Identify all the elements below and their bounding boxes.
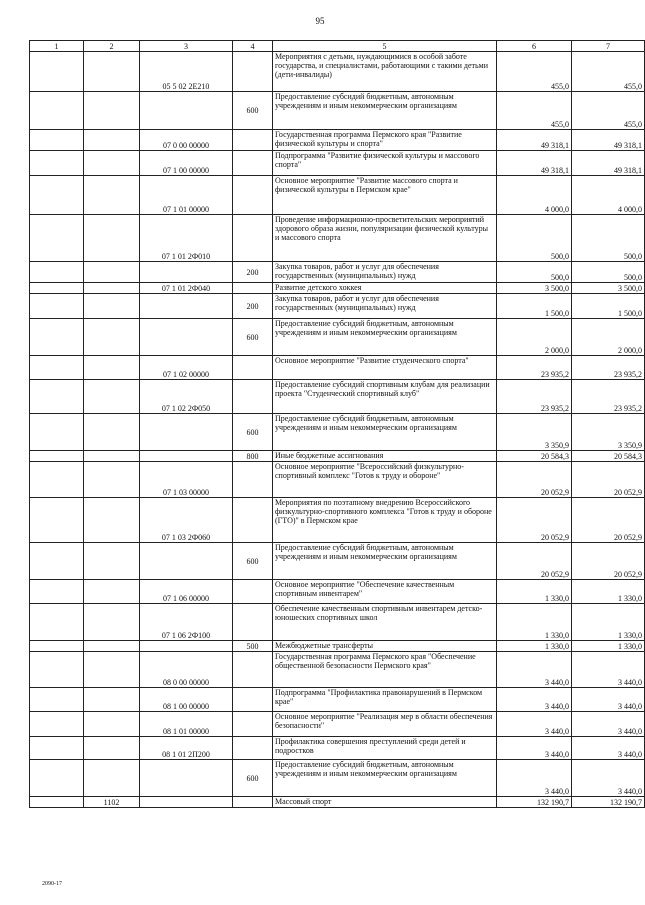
table-cell-c3: 07 1 03 2Ф060 xyxy=(140,498,233,543)
table-cell-c3: 07 1 02 2Ф050 xyxy=(140,380,233,414)
table-cell-c4 xyxy=(233,712,273,737)
table-cell-c7: 3 500,0 xyxy=(572,283,645,294)
table-cell-c5: Развитие детского хоккея xyxy=(273,283,497,294)
table-cell-c1 xyxy=(30,380,84,414)
table-cell-c4 xyxy=(233,176,273,215)
table-cell-c4: 600 xyxy=(233,760,273,797)
table-cell-c5: Мероприятия с детьми, нуждающимися в особой заботе государства, и специалистами, работающими с такими детьми (дети-инвалиды) xyxy=(273,52,497,92)
table-cell-c7: 49 318,1 xyxy=(572,151,645,176)
table-cell-c6: 23 935,2 xyxy=(497,356,572,380)
header-cell: 5 xyxy=(273,41,497,52)
table-cell-c4 xyxy=(233,130,273,151)
table-cell-c6: 2 000,0 xyxy=(497,319,572,356)
table-cell-c7: 4 000,0 xyxy=(572,176,645,215)
table-cell-c3: 07 1 03 00000 xyxy=(140,462,233,498)
table-cell-c4 xyxy=(233,215,273,262)
table-cell-c4: 500 xyxy=(233,641,273,652)
table-cell-c1 xyxy=(30,262,84,283)
table-cell-c1 xyxy=(30,760,84,797)
table-cell-c6: 3 500,0 xyxy=(497,283,572,294)
table-cell-c2: 1102 xyxy=(84,797,140,808)
table-cell-c2 xyxy=(84,380,140,414)
table-cell-c6: 3 440,0 xyxy=(497,737,572,760)
table-cell-c7: 455,0 xyxy=(572,52,645,92)
table-cell-c7: 3 440,0 xyxy=(572,688,645,712)
table-cell-c1 xyxy=(30,176,84,215)
table-cell-c5: Государственная программа Пермского края "Развитие физической культуры и спорта" xyxy=(273,130,497,151)
table-cell-c7: 20 052,9 xyxy=(572,543,645,580)
table-cell-c6: 49 318,1 xyxy=(497,151,572,176)
table-cell-c2 xyxy=(84,498,140,543)
table-cell-c4: 800 xyxy=(233,451,273,462)
table-cell-c7: 1 330,0 xyxy=(572,641,645,652)
table-row xyxy=(30,283,645,294)
table-cell-c6: 455,0 xyxy=(497,52,572,92)
table-row xyxy=(30,797,645,808)
table-cell-c5: Основное мероприятие "Обеспечение качественным спортивным инвентарем" xyxy=(273,580,497,604)
table-cell-c1 xyxy=(30,319,84,356)
table-cell-c7: 49 318,1 xyxy=(572,130,645,151)
table-cell-c2 xyxy=(84,294,140,319)
table-cell-c5: Основное мероприятие "Реализация мер в области обеспечения безопасности" xyxy=(273,712,497,737)
table-cell-c4 xyxy=(233,580,273,604)
table-cell-c6: 1 330,0 xyxy=(497,641,572,652)
table-cell-c5: Мероприятия по поэтапному внедрению Всероссийского физкультурно-спортивного комплекса "Готов к труду и обороне (ГТО)" в Пермском крае xyxy=(273,498,497,543)
table-cell-c4: 600 xyxy=(233,92,273,130)
table-cell-c6: 1 330,0 xyxy=(497,580,572,604)
table-cell-c3: 08 1 01 00000 xyxy=(140,712,233,737)
table-cell-c1 xyxy=(30,294,84,319)
table-cell-c2 xyxy=(84,130,140,151)
table-cell-c5: Обеспечение качественным спортивным инвентарем детско-юношеских спортивных школ xyxy=(273,604,497,641)
table-cell-c7: 3 440,0 xyxy=(572,760,645,797)
table-cell-c2 xyxy=(84,604,140,641)
table-row xyxy=(30,652,645,688)
table-cell-c5: Предоставление субсидий бюджетным, автономным учреждениям и иным некоммерческим организациям xyxy=(273,760,497,797)
table-row xyxy=(30,604,645,641)
table-cell-c2 xyxy=(84,462,140,498)
table-cell-c4 xyxy=(233,356,273,380)
table-row xyxy=(30,580,645,604)
table-cell-c7: 500,0 xyxy=(572,215,645,262)
table-cell-c5: Подпрограмма "Развитие физической культуры и массового спорта" xyxy=(273,151,497,176)
table-cell-c5: Основное мероприятие "Всероссийский физкультурно-спортивный комплекс "Готов к труду и обороне" xyxy=(273,462,497,498)
table-cell-c4: 200 xyxy=(233,294,273,319)
table-cell-c4 xyxy=(233,52,273,92)
table-cell-c1 xyxy=(30,652,84,688)
table-cell-c1 xyxy=(30,580,84,604)
table-cell-c6: 49 318,1 xyxy=(497,130,572,151)
table-row xyxy=(30,688,645,712)
table-cell-c1 xyxy=(30,604,84,641)
page-number: 95 xyxy=(315,16,325,26)
table-cell-c5: Основное мероприятие "Развитие массового спорта и физической культуры в Пермском крае" xyxy=(273,176,497,215)
header-cell: 7 xyxy=(572,41,645,52)
table-row xyxy=(30,319,645,356)
header-cell: 6 xyxy=(497,41,572,52)
table-cell-c6: 455,0 xyxy=(497,92,572,130)
table-cell-c2 xyxy=(84,319,140,356)
table-cell-c7: 132 190,7 xyxy=(572,797,645,808)
table-cell-c4 xyxy=(233,688,273,712)
table-cell-c2 xyxy=(84,414,140,451)
table-cell-c6: 4 000,0 xyxy=(497,176,572,215)
table-cell-c2 xyxy=(84,451,140,462)
table-cell-c5: Массовый спорт xyxy=(273,797,497,808)
table-cell-c3 xyxy=(140,760,233,797)
table-cell-c4 xyxy=(233,283,273,294)
table-row xyxy=(30,151,645,176)
table-cell-c1 xyxy=(30,543,84,580)
table-cell-c3: 07 1 00 00000 xyxy=(140,151,233,176)
table-cell-c1 xyxy=(30,688,84,712)
table-cell-c6: 20 052,9 xyxy=(497,543,572,580)
table-cell-c5: Иные бюджетные ассигнования xyxy=(273,451,497,462)
table-cell-c5: Предоставление субсидий бюджетным, автономным учреждениям и иным некоммерческим организациям xyxy=(273,92,497,130)
table-cell-c3 xyxy=(140,319,233,356)
table-cell-c7: 1 330,0 xyxy=(572,580,645,604)
table-cell-c7: 20 584,3 xyxy=(572,451,645,462)
table-cell-c3: 08 0 00 00000 xyxy=(140,652,233,688)
header-cell: 4 xyxy=(233,41,273,52)
table-row xyxy=(30,356,645,380)
table-cell-c5: Межбюджетные трансферты xyxy=(273,641,497,652)
table-cell-c7: 2 000,0 xyxy=(572,319,645,356)
table-cell-c3: 07 0 00 00000 xyxy=(140,130,233,151)
table-cell-c6: 3 350,9 xyxy=(497,414,572,451)
header-cell: 3 xyxy=(140,41,233,52)
table-cell-c3 xyxy=(140,641,233,652)
table-cell-c2 xyxy=(84,712,140,737)
table-cell-c4 xyxy=(233,151,273,176)
table-cell-c6: 132 190,7 xyxy=(497,797,572,808)
table-row xyxy=(30,414,645,451)
table-cell-c2 xyxy=(84,737,140,760)
table-cell-c3 xyxy=(140,543,233,580)
table-cell-c3: 05 5 02 2Е210 xyxy=(140,52,233,92)
table-cell-c6: 1 500,0 xyxy=(497,294,572,319)
table-cell-c4: 200 xyxy=(233,262,273,283)
table-cell-c5: Предоставление субсидий бюджетным, автономным учреждениям и иным некоммерческим организациям xyxy=(273,543,497,580)
table-cell-c2 xyxy=(84,641,140,652)
table-cell-c3: 07 1 01 2Ф040 xyxy=(140,283,233,294)
table-cell-c1 xyxy=(30,462,84,498)
table-cell-c1 xyxy=(30,130,84,151)
table-cell-c3: 07 1 01 00000 xyxy=(140,176,233,215)
table-cell-c6: 1 330,0 xyxy=(497,604,572,641)
table-cell-c5: Профилактика совершения преступлений среди детей и подростков xyxy=(273,737,497,760)
table-cell-c2 xyxy=(84,283,140,294)
table-cell-c5: Закупка товаров, работ и услуг для обеспечения государственных (муниципальных) нужд xyxy=(273,262,497,283)
table-cell-c7: 23 935,2 xyxy=(572,380,645,414)
table-cell-c1 xyxy=(30,92,84,130)
table-row xyxy=(30,451,645,462)
table-cell-c7: 1 500,0 xyxy=(572,294,645,319)
table-cell-c5: Предоставление субсидий спортивным клубам для реализации проекта "Студенческий спортивный клуб" xyxy=(273,380,497,414)
table-row xyxy=(30,262,645,283)
table-cell-c1 xyxy=(30,451,84,462)
table-cell-c4: 600 xyxy=(233,319,273,356)
table-cell-c3: 07 1 06 2Ф100 xyxy=(140,604,233,641)
budget-table xyxy=(29,40,645,808)
table-cell-c3 xyxy=(140,797,233,808)
table-cell-c6: 500,0 xyxy=(497,215,572,262)
table-cell-c4 xyxy=(233,797,273,808)
table-cell-c2 xyxy=(84,262,140,283)
table-cell-c6: 3 440,0 xyxy=(497,652,572,688)
table-cell-c2 xyxy=(84,92,140,130)
table-cell-c7: 1 330,0 xyxy=(572,604,645,641)
table-cell-c7: 3 440,0 xyxy=(572,652,645,688)
table-cell-c1 xyxy=(30,641,84,652)
table-cell-c3: 07 1 06 00000 xyxy=(140,580,233,604)
table-cell-c5: Подпрограмма "Профилактика правонарушений в Пермском крае" xyxy=(273,688,497,712)
table-row xyxy=(30,760,645,797)
table-cell-c2 xyxy=(84,580,140,604)
footer-code: 2090-17 xyxy=(42,881,62,887)
table-row xyxy=(30,712,645,737)
table-cell-c6: 23 935,2 xyxy=(497,380,572,414)
table-cell-c1 xyxy=(30,52,84,92)
table-cell-c4 xyxy=(233,604,273,641)
table-cell-c1 xyxy=(30,414,84,451)
table-cell-c1 xyxy=(30,215,84,262)
table-row xyxy=(30,130,645,151)
table-row xyxy=(30,215,645,262)
table-cell-c1 xyxy=(30,712,84,737)
table-cell-c7: 20 052,9 xyxy=(572,462,645,498)
table-cell-c7: 23 935,2 xyxy=(572,356,645,380)
table-cell-c3 xyxy=(140,414,233,451)
table-cell-c5: Предоставление субсидий бюджетным, автономным учреждениям и иным некоммерческим организациям xyxy=(273,414,497,451)
table-cell-c3 xyxy=(140,451,233,462)
table-cell-c3 xyxy=(140,92,233,130)
table-cell-c1 xyxy=(30,356,84,380)
table-cell-c5: Основное мероприятие "Развитие студенческого спорта" xyxy=(273,356,497,380)
table-cell-c1 xyxy=(30,151,84,176)
table-cell-c3 xyxy=(140,294,233,319)
table-cell-c4 xyxy=(233,737,273,760)
table-cell-c7: 3 440,0 xyxy=(572,712,645,737)
table-cell-c4 xyxy=(233,652,273,688)
table-cell-c6: 20 052,9 xyxy=(497,498,572,543)
table-cell-c7: 20 052,9 xyxy=(572,498,645,543)
table-cell-c4 xyxy=(233,462,273,498)
table-cell-c4: 600 xyxy=(233,414,273,451)
table-cell-c2 xyxy=(84,151,140,176)
table-cell-c2 xyxy=(84,52,140,92)
table-cell-c5: Предоставление субсидий бюджетным, автономным учреждениям и иным некоммерческим организациям xyxy=(273,319,497,356)
table-cell-c2 xyxy=(84,652,140,688)
table-cell-c6: 3 440,0 xyxy=(497,760,572,797)
header-cell: 1 xyxy=(30,41,84,52)
table-cell-c4: 600 xyxy=(233,543,273,580)
table-cell-c5: Государственная программа Пермского края "Обеспечение общественной безопасности Пермского края" xyxy=(273,652,497,688)
table-row xyxy=(30,294,645,319)
table-cell-c6: 500,0 xyxy=(497,262,572,283)
table-cell-c1 xyxy=(30,283,84,294)
table-cell-c7: 3 350,9 xyxy=(572,414,645,451)
table-cell-c3: 07 1 01 2Ф010 xyxy=(140,215,233,262)
table-row xyxy=(30,641,645,652)
table-row xyxy=(30,462,645,498)
table-cell-c7: 3 440,0 xyxy=(572,737,645,760)
table-row xyxy=(30,92,645,130)
table-cell-c1 xyxy=(30,737,84,760)
table-row xyxy=(30,380,645,414)
table-cell-c2 xyxy=(84,543,140,580)
table-cell-c2 xyxy=(84,356,140,380)
table-cell-c7: 455,0 xyxy=(572,92,645,130)
table-row xyxy=(30,498,645,543)
table-cell-c3: 08 1 00 00000 xyxy=(140,688,233,712)
table-cell-c2 xyxy=(84,215,140,262)
table-cell-c3: 08 1 01 2П200 xyxy=(140,737,233,760)
table-row xyxy=(30,737,645,760)
table-row xyxy=(30,52,645,92)
table-cell-c2 xyxy=(84,760,140,797)
table-cell-c1 xyxy=(30,797,84,808)
table-cell-c1 xyxy=(30,498,84,543)
table-cell-c5: Закупка товаров, работ и услуг для обеспечения государственных (муниципальных) нужд xyxy=(273,294,497,319)
table-row xyxy=(30,543,645,580)
table-cell-c7: 500,0 xyxy=(572,262,645,283)
table-cell-c6: 3 440,0 xyxy=(497,712,572,737)
table-cell-c6: 20 052,9 xyxy=(497,462,572,498)
table-cell-c4 xyxy=(233,498,273,543)
table-cell-c2 xyxy=(84,688,140,712)
table-cell-c3: 07 1 02 00000 xyxy=(140,356,233,380)
table-cell-c6: 20 584,3 xyxy=(497,451,572,462)
table-cell-c4 xyxy=(233,380,273,414)
table-cell-c2 xyxy=(84,176,140,215)
table-header-row xyxy=(30,41,645,52)
table-row xyxy=(30,176,645,215)
table-cell-c5: Проведение информационно-просветительских мероприятий здорового образа жизни, популяризации физической культуры и массового спорта xyxy=(273,215,497,262)
header-cell: 2 xyxy=(84,41,140,52)
table-cell-c6: 3 440,0 xyxy=(497,688,572,712)
table-cell-c3 xyxy=(140,262,233,283)
